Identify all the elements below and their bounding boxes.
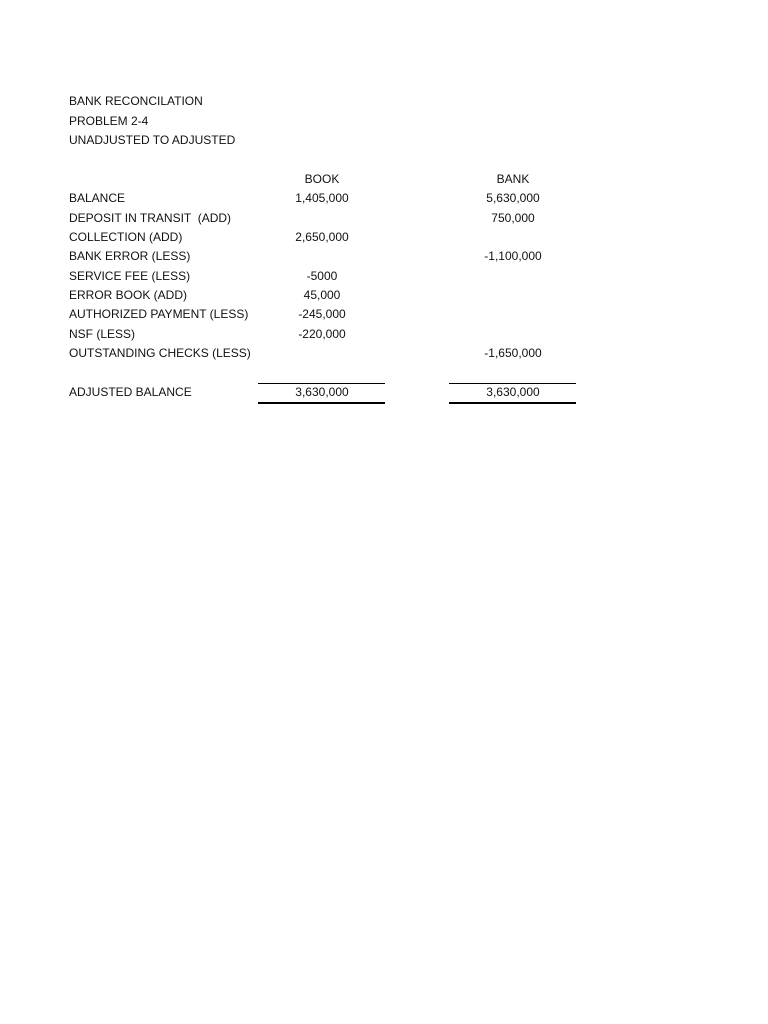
column-header-book: BOOK (304, 172, 340, 186)
book-value: 1,405,000 (295, 191, 349, 205)
row-label: BALANCE (69, 191, 126, 205)
row-label: NSF (LESS) (69, 327, 136, 341)
row-label: ERROR BOOK (ADD) (69, 288, 188, 302)
bank-value: -1,650,000 (484, 346, 542, 360)
adjusted-balance-label: ADJUSTED BALANCE (69, 385, 192, 399)
row-label: OUTSTANDING CHECKS (LESS) (69, 346, 251, 360)
bank-value: -1,100,000 (484, 249, 542, 263)
book-value: 45,000 (303, 288, 341, 302)
column-header-bank: BANK (496, 172, 530, 186)
row-label: DEPOSIT IN TRANSIT (ADD) (69, 211, 232, 225)
bank-total-bottom-rule (449, 402, 576, 404)
row-label: BANK ERROR (LESS) (69, 249, 191, 263)
book-total-bottom-rule (258, 402, 385, 404)
report-title: BANK RECONCILATION (69, 94, 203, 108)
adjusted-book-value: 3,630,000 (295, 385, 349, 399)
book-value: 2,650,000 (295, 230, 349, 244)
row-label: AUTHORIZED PAYMENT (LESS) (69, 307, 249, 321)
book-value: -5000 (306, 269, 338, 283)
report-subtitle: UNADJUSTED TO ADJUSTED (69, 133, 236, 147)
row-label: COLLECTION (ADD) (69, 230, 183, 244)
problem-number: PROBLEM 2-4 (69, 114, 149, 128)
bank-value: 750,000 (491, 211, 535, 225)
book-value: -245,000 (298, 307, 346, 321)
book-value: -220,000 (298, 327, 346, 341)
bank-value: 5,630,000 (486, 191, 540, 205)
adjusted-bank-value: 3,630,000 (486, 385, 540, 399)
row-label: SERVICE FEE (LESS) (69, 269, 191, 283)
